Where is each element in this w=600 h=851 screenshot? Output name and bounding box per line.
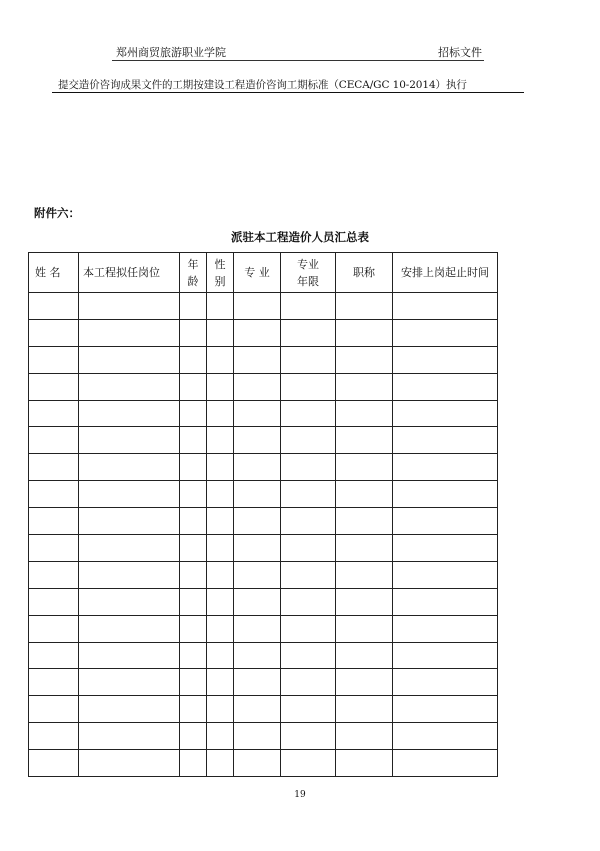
table-cell <box>234 669 281 696</box>
table-cell <box>207 615 234 642</box>
school-name: 郑州商贸旅游职业学院 <box>116 46 226 59</box>
schedule-note <box>52 76 524 93</box>
table-cell <box>281 319 336 346</box>
table-cell <box>207 481 234 508</box>
table-cell <box>29 696 79 723</box>
table-cell <box>29 561 79 588</box>
header-position: 本工程拟任岗位 <box>79 253 180 293</box>
table-cell <box>234 400 281 427</box>
table-cell <box>29 750 79 777</box>
table-row <box>29 454 498 481</box>
table-cell <box>281 293 336 320</box>
table-cell <box>180 588 207 615</box>
table-cell <box>29 588 79 615</box>
page-number: 19 <box>294 790 306 800</box>
table-cell <box>29 481 79 508</box>
table-cell <box>180 400 207 427</box>
table-cell <box>207 319 234 346</box>
table-cell <box>336 588 393 615</box>
table-cell <box>180 723 207 750</box>
table-cell <box>79 346 180 373</box>
table-cell <box>281 615 336 642</box>
table-cell <box>234 615 281 642</box>
table-cell <box>234 588 281 615</box>
table-cell <box>234 373 281 400</box>
table-cell <box>207 454 234 481</box>
table-cell <box>336 373 393 400</box>
table-cell <box>29 642 79 669</box>
table-cell <box>207 346 234 373</box>
table-row <box>29 400 498 427</box>
table-cell <box>29 346 79 373</box>
personnel-summary-table <box>28 252 498 777</box>
table-cell <box>393 454 498 481</box>
table-cell <box>393 293 498 320</box>
table-cell <box>29 508 79 535</box>
table-cell <box>281 481 336 508</box>
table-cell <box>79 615 180 642</box>
document-type: 招标文件 <box>438 46 482 59</box>
table-cell <box>281 696 336 723</box>
table-cell <box>393 346 498 373</box>
table-cell <box>281 454 336 481</box>
table-cell <box>207 373 234 400</box>
table-cell <box>393 561 498 588</box>
header-title: 职称 <box>336 253 393 293</box>
table-row <box>29 508 498 535</box>
table-cell <box>393 615 498 642</box>
table-row <box>29 588 498 615</box>
table-cell <box>29 319 79 346</box>
table-cell <box>234 346 281 373</box>
table-cell <box>393 669 498 696</box>
header-age: 年龄 <box>180 253 207 293</box>
table-cell <box>180 427 207 454</box>
table-cell <box>234 319 281 346</box>
table-cell <box>207 750 234 777</box>
table-row <box>29 696 498 723</box>
table-cell <box>336 561 393 588</box>
table-cell <box>79 696 180 723</box>
table-cell <box>207 561 234 588</box>
table-cell <box>393 319 498 346</box>
table-cell <box>336 481 393 508</box>
table-cell <box>180 508 207 535</box>
table-cell <box>79 400 180 427</box>
table-cell <box>281 373 336 400</box>
table-cell <box>79 750 180 777</box>
table-cell <box>207 669 234 696</box>
table-cell <box>180 535 207 562</box>
table-cell <box>336 508 393 535</box>
table-cell <box>336 293 393 320</box>
table-cell <box>393 481 498 508</box>
table-cell <box>281 750 336 777</box>
table-cell <box>336 454 393 481</box>
table-cell <box>79 642 180 669</box>
table-cell <box>393 400 498 427</box>
table-row <box>29 373 498 400</box>
attachment-label: 附件六： <box>34 206 80 220</box>
table-cell <box>234 508 281 535</box>
header-specialty: 专 业 <box>234 253 281 293</box>
table-cell <box>336 669 393 696</box>
table-cell <box>207 588 234 615</box>
table-cell <box>281 427 336 454</box>
table-row <box>29 615 498 642</box>
table-cell <box>180 669 207 696</box>
table-cell <box>207 508 234 535</box>
table-row <box>29 481 498 508</box>
table-row <box>29 561 498 588</box>
table-cell <box>281 669 336 696</box>
table-cell <box>234 454 281 481</box>
table-cell <box>281 346 336 373</box>
table-cell <box>79 561 180 588</box>
table-cell <box>281 588 336 615</box>
table-row <box>29 642 498 669</box>
table-cell <box>29 427 79 454</box>
table-cell <box>79 535 180 562</box>
table-cell <box>336 346 393 373</box>
table-cell <box>79 508 180 535</box>
table-row <box>29 346 498 373</box>
table-cell <box>234 642 281 669</box>
table-cell <box>29 669 79 696</box>
table-cell <box>281 400 336 427</box>
header-schedule: 安排上岗起止时间 <box>393 253 498 293</box>
table-cell <box>79 293 180 320</box>
table-cell <box>336 535 393 562</box>
table-cell <box>393 696 498 723</box>
table-cell <box>281 642 336 669</box>
table-cell <box>336 319 393 346</box>
table-cell <box>79 427 180 454</box>
table-cell <box>336 400 393 427</box>
table-cell <box>79 669 180 696</box>
table-cell <box>393 508 498 535</box>
table-cell <box>234 561 281 588</box>
table-row <box>29 669 498 696</box>
table-cell <box>79 588 180 615</box>
table-cell <box>234 696 281 723</box>
table-cell <box>29 615 79 642</box>
table-cell <box>234 293 281 320</box>
table-cell <box>180 561 207 588</box>
table-cell <box>180 454 207 481</box>
table-cell <box>79 723 180 750</box>
table-cell <box>281 508 336 535</box>
table-cell <box>393 723 498 750</box>
schedule-note-text: 提交造价咨询成果文件的工期按建设工程造价咨询工期标准（CECA/GC 10-2014）执行 <box>58 79 467 91</box>
table-row <box>29 319 498 346</box>
table-title: 派驻本工程造价人员汇总表 <box>231 230 369 244</box>
page-header <box>112 42 484 61</box>
table-cell <box>281 535 336 562</box>
header-name: 姓 名 <box>29 253 79 293</box>
table-cell <box>79 373 180 400</box>
table-cell <box>336 696 393 723</box>
table-cell <box>29 723 79 750</box>
table-cell <box>393 427 498 454</box>
table-cell <box>180 642 207 669</box>
table-cell <box>207 293 234 320</box>
header-gender: 性别 <box>207 253 234 293</box>
table-cell <box>207 723 234 750</box>
table-cell <box>207 427 234 454</box>
table-row <box>29 723 498 750</box>
table-cell <box>234 535 281 562</box>
table-cell <box>180 293 207 320</box>
table-header-row <box>29 253 498 293</box>
table-cell <box>336 615 393 642</box>
table-cell <box>180 373 207 400</box>
table-row <box>29 535 498 562</box>
table-cell <box>234 427 281 454</box>
table-row <box>29 427 498 454</box>
table-cell <box>180 750 207 777</box>
table-cell <box>79 481 180 508</box>
table-cell <box>393 750 498 777</box>
table-cell <box>29 293 79 320</box>
table-cell <box>180 319 207 346</box>
table-cell <box>234 723 281 750</box>
table-cell <box>180 346 207 373</box>
table-cell <box>393 642 498 669</box>
table-cell <box>180 696 207 723</box>
table-cell <box>29 535 79 562</box>
table-cell <box>336 723 393 750</box>
table-cell <box>29 400 79 427</box>
table-cell <box>79 454 180 481</box>
header-specialty-years: 专业年限 <box>281 253 336 293</box>
table-cell <box>281 561 336 588</box>
table-cell <box>393 535 498 562</box>
table-cell <box>336 642 393 669</box>
table-cell <box>207 696 234 723</box>
table-row <box>29 293 498 320</box>
table-row <box>29 750 498 777</box>
table-cell <box>29 373 79 400</box>
table-cell <box>180 615 207 642</box>
table-cell <box>79 319 180 346</box>
table-cell <box>234 750 281 777</box>
table-cell <box>29 454 79 481</box>
table-cell <box>234 481 281 508</box>
table-cell <box>336 427 393 454</box>
table-cell <box>180 481 207 508</box>
table-cell <box>393 373 498 400</box>
table-cell <box>393 588 498 615</box>
table-cell <box>207 400 234 427</box>
table-cell <box>207 642 234 669</box>
table-cell <box>207 535 234 562</box>
table-cell <box>336 750 393 777</box>
table-cell <box>281 723 336 750</box>
